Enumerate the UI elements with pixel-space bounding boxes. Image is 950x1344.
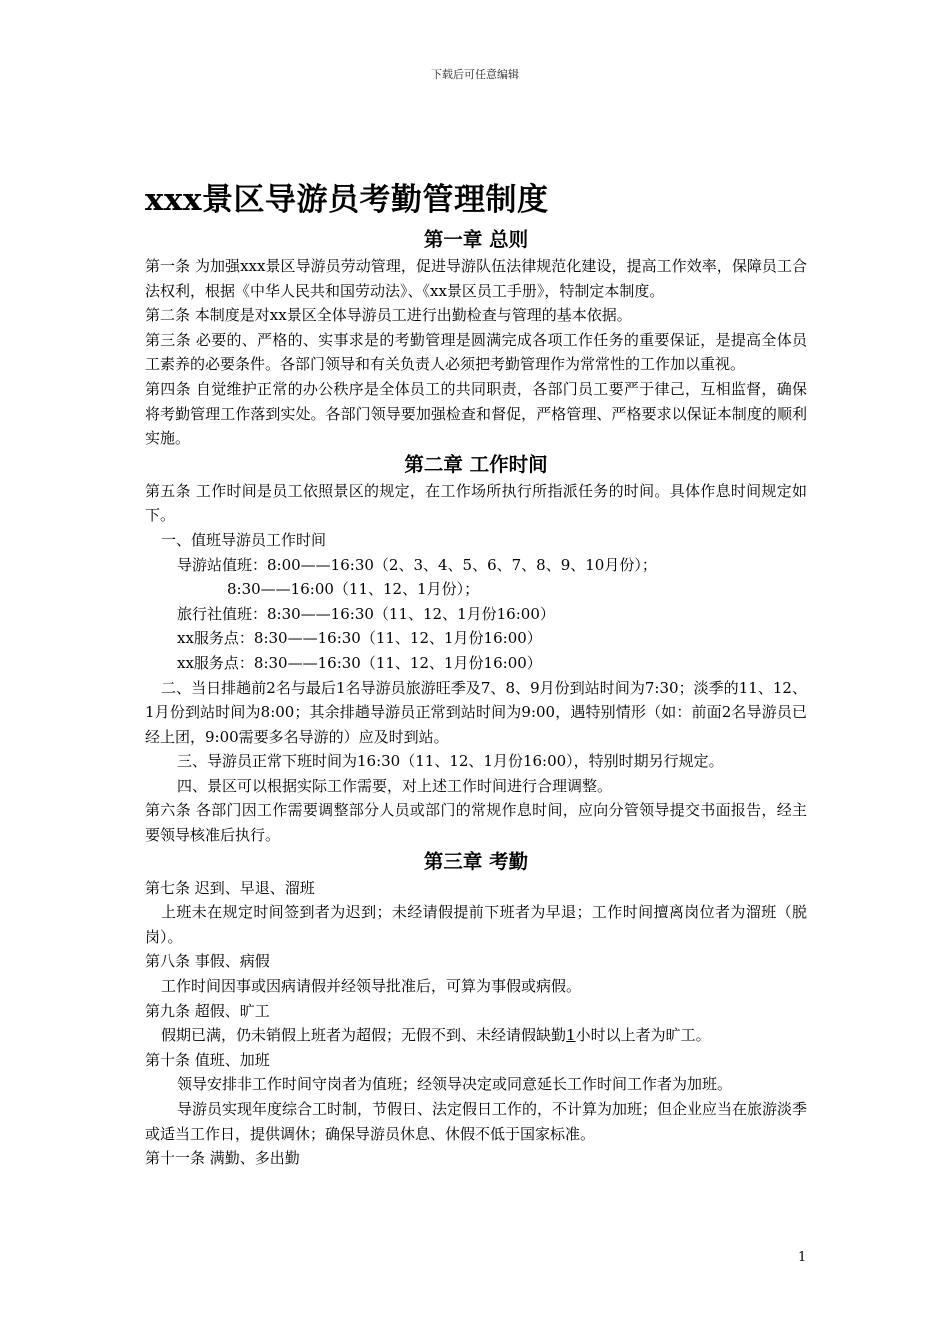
article-9-body [145,1023,807,1048]
schedule-line-4: xx服务点：8:30——16:30（11、12、1月份16:00） [177,629,542,648]
article-9-body-pre: 假期已满，仍未销假上班者为超假；无假不到、未经请假缺勤 [161,1026,567,1045]
article-6: 第六条 各部门因工作需要调整部分人员或部门的常规作息时间，应向分管领导提交书面报告，经主要领导核准后执行。 [145,801,807,845]
chapter-3-heading: 第三章 考勤 [423,849,529,873]
article-10-body-2: 导游员实现年度综合工时制，节假日、法定假日工作的，不计算为加班；但企业应当在旅游淡季或适当工作日，提供调休；确保导游员休息、休假不低于国家标准。 [145,1100,808,1143]
schedule-line-1: 导游站值班：8:00——16:30（2、3、4、5、6、7、8、9、10月份）； [177,555,657,574]
article-8-heading: 第八条 事假、病假 [145,952,270,971]
article-4: 第四条 自觉维护正常的办公秩序是全体员工的共同职责，各部门员工要严于律己，互相监督，确保将考勤管理工作落到实处。各部门领导要加强检查和督促，严格管理、严格要求以保证本制度的顺利实施。 [145,379,807,448]
article-2: 第二条 本制度是对xx景区全体导游员工进行出勤检查与管理的基本依据。 [145,306,632,325]
document-title: xxx景区导游员考勤管理制度 [145,182,549,218]
page-number: 1 [798,1250,807,1265]
article-10-body-1: 领导安排非工作时间守岗者为值班；经领导决定或同意延长工作时间工作者为加班。 [177,1075,733,1094]
article-7-heading: 第七条 迟到、早退、溜班 [145,878,315,897]
schedule-line-3: 旅行社值班：8:30——16:30（11、12、1月份16:00） [177,604,555,623]
chapter-2-heading: 第二章 工作时间 [404,452,548,476]
article-9-heading: 第九条 超假、旷工 [145,1001,270,1020]
article-7-body: 上班未在规定时间签到者为迟到；未经请假提前下班者为早退；工作时间擅离岗位者为溜班（脱岗）。 [145,903,807,946]
document-body [145,176,807,1171]
section-2: 二、当日排趟前2名与最后1名导游员旅游旺季及7、8、9月份到站时间为7:30；淡季的11、12、1月份到站时间为8:00；其余排趟导游员正常到站时间为9:00，遇特别情形（如：前面2名导游员已经上团，9:00需要多名导游的）应及时到站。 [145,678,807,746]
header-note: 下载后可任意编辑 [431,68,519,81]
article-3: 第三条 必要的、严格的、实事求是的考勤管理是圆满完成各项工作任务的重要保证，是提高全体员工素养的必要条件。各部门领导和有关负责人必须把考勤管理作为常常性的工作加以重视。 [145,330,807,374]
section-3: 三、导游员正常下班时间为16:30（11、12、1月份16:00），特别时期另行规定。 [177,752,724,771]
section-4: 四、景区可以根据实际工作需要，对上述工作时间进行合理调整。 [177,776,613,795]
article-11-heading: 第十一条 满勤、多出勤 [145,1149,300,1168]
schedule-line-5: xx服务点：8:30——16:30（11、12、1月份16:00） [177,653,542,672]
article-5: 第五条 工作时间是员工依照景区的规定，在工作场所执行所指派任务的时间。具体作息时间规定如下。 [145,481,807,525]
article-1: 第一条 为加强xxx景区导游员劳动管理，促进导游队伍法律规范化建设，提高工作效率，保障员工合法权利，根据《中华人民共和国劳动法》、《xx景区员工手册》，特制定本制度。 [145,257,807,300]
article-9-body-number: 1 [566,1026,576,1045]
article-9-body-post: 小时以上者为旷工。 [575,1026,711,1045]
article-10-heading: 第十条 值班、加班 [145,1050,270,1069]
article-8-body: 工作时间因事或因病请假并经领导批准后，可算为事假或病假。 [161,977,582,996]
schedule-line-2: 8:30——16:00（11、12、1月份）； [227,580,480,599]
chapter-1-heading: 第一章 总则 [423,228,529,251]
section-1-heading: 一、值班导游员工作时间 [161,530,327,549]
